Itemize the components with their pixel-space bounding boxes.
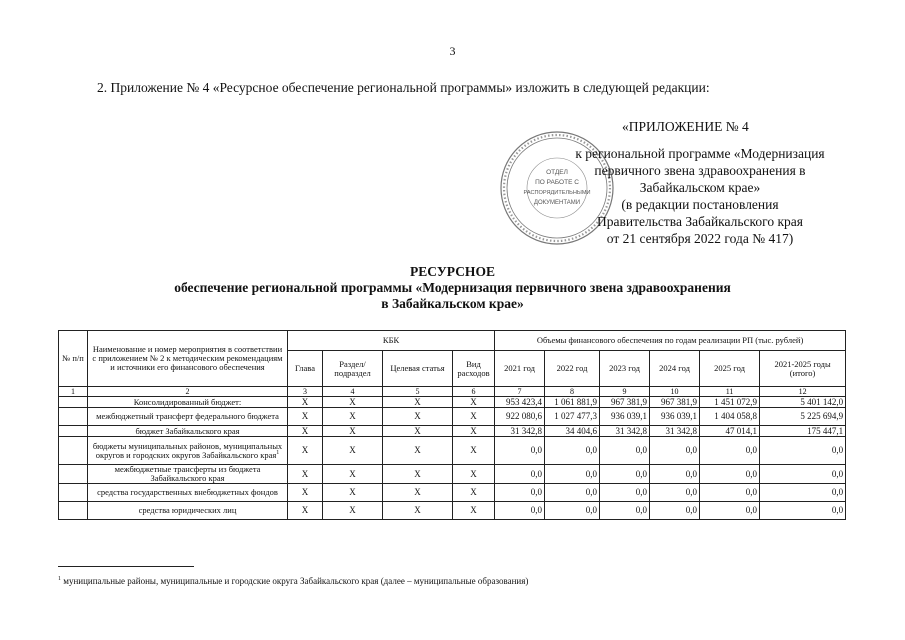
appendix-line: к региональной программе «Модернизация [575,146,825,161]
value-cell: 1 061 881,9 [545,397,600,408]
value-cell: 0,0 [545,484,600,502]
stamp-text-4: ДОКУМЕНТАМИ [533,200,581,206]
row-number [59,397,88,408]
column-number: 4 [323,387,383,397]
appendix-block [560,118,840,247]
value-cell: 0,0 [700,502,760,520]
value-cell: 936 039,1 [600,408,650,426]
kbk-cell: X [323,397,383,408]
row-name [88,397,288,408]
row-number [59,426,88,437]
value-cell: 31 342,8 [600,426,650,437]
row-name-text: межбюджетные трансферты из бюджета Забайкальского края [114,464,261,483]
kbk-cell: X [288,502,323,520]
row-name [88,502,288,520]
kbk-cell: X [453,502,495,520]
row-number [59,408,88,426]
kbk-cell: X [383,437,453,465]
row-name-text: бюджеты муниципальных районов, муниципальных округов и городских округов Забайкальского края [92,440,283,460]
value-cell: 47 014,1 [700,426,760,437]
table-row [59,502,846,520]
header-year-col: 2025 год [700,351,760,387]
value-cell: 922 080,6 [495,408,545,426]
kbk-cell: X [323,465,383,484]
appendix-title: «ПРИЛОЖЕНИЕ № 4 [622,119,749,134]
column-number: 2 [88,387,288,397]
column-number: 5 [383,387,453,397]
column-number: 11 [700,387,760,397]
footnote-divider [58,566,194,567]
column-number: 8 [545,387,600,397]
kbk-cell: X [383,465,453,484]
kbk-cell: X [453,426,495,437]
value-cell: 0,0 [600,502,650,520]
value-cell: 0,0 [600,484,650,502]
value-cell: 1 027 477,3 [545,408,600,426]
value-cell: 0,0 [760,502,846,520]
value-cell: 1 404 058,8 [700,408,760,426]
header-year-col: 2021 год [495,351,545,387]
value-cell: 0,0 [495,502,545,520]
kbk-cell: X [453,465,495,484]
kbk-cell: X [383,484,453,502]
row-name-text: межбюджетный трансферт федерального бюджета [96,411,279,421]
row-name [88,437,288,465]
value-cell: 31 342,8 [650,426,700,437]
row-number [59,437,88,465]
appendix-line: Забайкальском крае» [639,180,761,195]
kbk-cell: X [383,502,453,520]
appendix-line: (в редакции постановления [621,197,779,212]
value-cell: 0,0 [650,484,700,502]
value-cell: 0,0 [650,502,700,520]
value-cell: 0,0 [545,465,600,484]
kbk-cell: X [288,484,323,502]
header-name: Наименование и номер мероприятия в соответствии с приложением № 2 к методическим рекомендациям и источники его финансового обеспечения [88,331,288,387]
header-kbk-col: Вид расходов [453,351,495,387]
heading-line-1: РЕСУРСНОЕ [410,264,495,279]
header-year-col: 2022 год [545,351,600,387]
table-row [59,437,846,465]
value-cell: 31 342,8 [495,426,545,437]
header-kbk: КБК [288,331,495,351]
document-heading [0,264,905,312]
kbk-cell: X [288,408,323,426]
kbk-cell: X [383,397,453,408]
table-row [59,465,846,484]
value-cell: 1 451 072,9 [700,397,760,408]
kbk-cell: X [453,408,495,426]
row-name-text: бюджет Забайкальского края [135,425,240,436]
row-name [88,484,288,502]
value-cell: 0,0 [545,502,600,520]
appendix-line: Правительства Забайкальского края [597,214,803,229]
header-volumes: Объемы финансового обеспечения по годам реализации РП (тыс. рублей) [495,331,846,351]
table-row [59,484,846,502]
page-number: 3 [449,44,456,58]
value-cell: 0,0 [700,484,760,502]
heading-line-2: обеспечение региональной программы «Модернизация первичного звена здравоохранения [174,280,731,295]
row-name-text: средства государственных внебюджетных фондов [97,487,278,497]
value-cell: 0,0 [495,484,545,502]
kbk-cell: X [453,437,495,465]
row-name [88,465,288,484]
value-cell: 936 039,1 [650,408,700,426]
column-number-row [59,387,846,397]
column-number: 6 [453,387,495,397]
column-number: 12 [760,387,846,397]
stamp-text-2: ПО РАБОТЕ С [535,179,579,186]
row-name [88,426,288,437]
row-number [59,465,88,484]
kbk-cell: X [323,408,383,426]
header-kbk-col: Целевая статья [383,351,453,387]
kbk-cell: X [288,397,323,408]
stamp-text-3: РАСПОРЯДИТЕЛЬНЫМИ [523,190,591,196]
header-year-col: 2023 год [600,351,650,387]
footnote [58,576,528,586]
footnote-ref: 1 [276,449,280,456]
header-kbk-col: Раздел/подраздел [323,351,383,387]
column-number: 9 [600,387,650,397]
table-row [59,426,846,437]
header-year-col: 2021-2025 годы (итого) [760,351,846,387]
value-cell: 0,0 [650,437,700,465]
kbk-cell: X [288,426,323,437]
footnote-marker: 1 [58,576,61,582]
value-cell: 967 381,9 [600,397,650,408]
heading-line-3: в Забайкальском крае» [381,296,524,311]
value-cell: 953 423,4 [495,397,545,408]
table-row [59,397,846,408]
value-cell: 0,0 [760,437,846,465]
value-cell: 0,0 [600,465,650,484]
column-number: 10 [650,387,700,397]
row-name-text: Консолидированный бюджет: [133,396,242,407]
row-number [59,502,88,520]
stamp-text-1: ОТДЕЛ [546,169,568,176]
header-number: № п/п [59,331,88,387]
kbk-cell: X [383,408,453,426]
column-number: 7 [495,387,545,397]
resource-table [58,330,846,520]
column-number: 1 [59,387,88,397]
footnote-text: муниципальные районы, муниципальные и городские округа Забайкальского края (далее – муниципальные образования) [61,576,529,586]
kbk-cell: X [288,437,323,465]
value-cell: 0,0 [760,465,846,484]
table-row [59,408,846,426]
header-year-col: 2024 год [650,351,700,387]
value-cell: 34 404,6 [545,426,600,437]
kbk-cell: X [323,484,383,502]
value-cell: 0,0 [700,437,760,465]
value-cell: 0,0 [760,484,846,502]
row-name [88,408,288,426]
intro-paragraph: 2. Приложение № 4 «Ресурсное обеспечение региональной программы» изложить в следующей редакции: [97,80,710,95]
kbk-cell: X [323,502,383,520]
kbk-cell: X [383,426,453,437]
value-cell: 5 225 694,9 [760,408,846,426]
value-cell: 0,0 [495,465,545,484]
value-cell: 0,0 [495,437,545,465]
kbk-cell: X [288,465,323,484]
value-cell: 0,0 [650,465,700,484]
value-cell: 0,0 [600,437,650,465]
kbk-cell: X [323,426,383,437]
appendix-line: от 21 сентября 2022 года № 417) [606,231,794,246]
value-cell: 5 401 142,0 [760,397,846,408]
row-number [59,484,88,502]
column-number: 3 [288,387,323,397]
value-cell: 175 447,1 [760,426,846,437]
kbk-cell: X [453,484,495,502]
kbk-cell: X [453,397,495,408]
kbk-cell: X [323,437,383,465]
value-cell: 967 381,9 [650,397,700,408]
table-body [59,397,846,520]
value-cell: 0,0 [700,465,760,484]
row-name-text: средства юридических лиц [138,505,237,515]
header-kbk-col: Глава [288,351,323,387]
value-cell: 0,0 [545,437,600,465]
appendix-line: первичного звена здравоохранения в [594,163,806,178]
